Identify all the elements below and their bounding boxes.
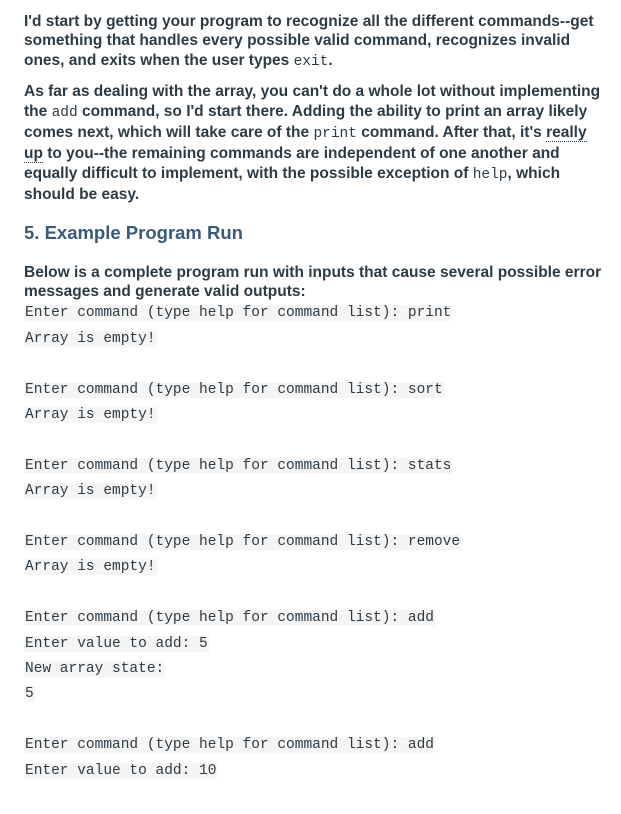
console-blank-line	[24, 583, 604, 608]
console-line-text: Array is empty!	[25, 483, 156, 500]
console-line-text: Enter command (type help for command list): add	[25, 737, 434, 754]
console-line	[24, 659, 604, 684]
console-line	[24, 405, 604, 430]
paragraph-text: .	[328, 51, 333, 69]
inline-code-exit: exit	[293, 53, 329, 70]
console-line-text: Enter command (type help for command list): print	[25, 305, 452, 322]
console-line	[24, 380, 604, 405]
console-line-text: 5	[25, 686, 34, 703]
console-line	[24, 684, 604, 709]
dotted-underline-text: really up	[24, 124, 587, 163]
console-line	[24, 481, 604, 506]
console-line-text: Enter command (type help for command list): stats	[25, 457, 452, 474]
console-line-text: Enter command (type help for command list): sort	[25, 381, 443, 398]
paragraph-text: command, so I'd start there. Adding the ability to print an array likely comes next, which will take care of the	[24, 102, 588, 142]
console-line	[24, 329, 604, 354]
console-line-text: Array is empty!	[25, 559, 156, 576]
example-program-output	[24, 303, 604, 785]
paragraph-getting-started	[24, 12, 604, 72]
paragraph-text: command. After that, it's	[356, 124, 547, 142]
paragraph-text: , which should be easy.	[24, 164, 561, 204]
console-blank-line	[24, 507, 604, 532]
inline-code-help: help	[472, 166, 508, 183]
console-line	[24, 634, 604, 659]
console-line-text: Array is empty!	[25, 330, 156, 347]
document-content	[24, 12, 604, 786]
console-line	[24, 761, 604, 786]
console-line-text: Enter value to add: 5	[25, 635, 208, 652]
paragraph-text: As far as dealing with the array, you can't do a whole lot without implementing the	[24, 83, 601, 120]
console-line-text: Enter command (type help for command list): add	[25, 610, 434, 627]
console-blank-line	[24, 354, 604, 379]
console-line	[24, 557, 604, 582]
console-line-text: Array is empty!	[25, 407, 156, 424]
paragraph-text: to you--the remaining commands are independent of one another and equally difficult to implement, with the possible exception of	[24, 145, 560, 182]
console-blank-line	[24, 430, 604, 455]
paragraph-text: I'd start by getting your program to recognize all the different commands--get something that handles every possible valid command, recognizes invalid ones, and exits when the user types	[24, 13, 594, 69]
console-line	[24, 608, 604, 633]
console-line-text: Enter command (type help for command list): remove	[25, 533, 461, 550]
paragraph-array-approach	[24, 82, 604, 204]
console-line	[24, 303, 604, 328]
console-blank-line	[24, 710, 604, 735]
console-line-text: New array state:	[25, 660, 165, 677]
console-line	[24, 456, 604, 481]
inline-code-print: print	[313, 126, 357, 143]
console-line-text: Enter value to add: 10	[25, 762, 217, 779]
console-line	[24, 532, 604, 557]
section-heading: 5. Example Program Run	[24, 221, 243, 243]
console-line	[24, 735, 604, 760]
inline-code-add: add	[51, 104, 78, 121]
intro-paragraph: Below is a complete program run with inputs that cause several possible error messages and generate valid outputs:	[24, 263, 602, 301]
